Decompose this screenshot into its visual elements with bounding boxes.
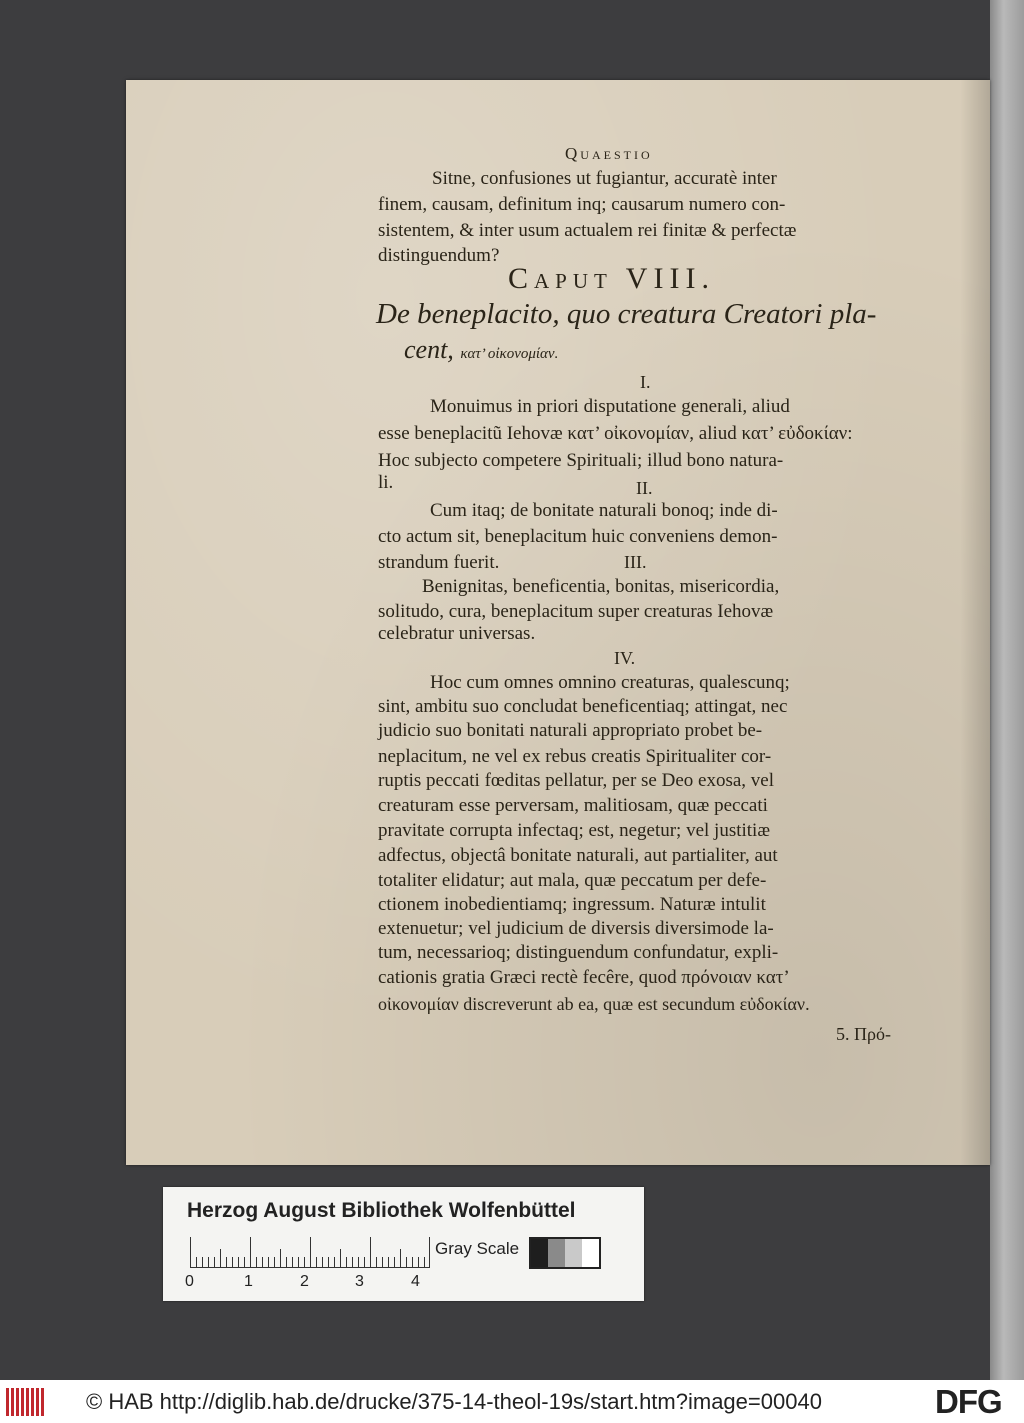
chapter-title: Caput VIII. xyxy=(508,262,715,295)
paragraph-line: adfectus, objectâ bonitate naturali, aut partialiter, aut xyxy=(378,845,778,866)
section-numeral: IV. xyxy=(614,648,636,668)
paragraph-line: judicio suo bonitati naturali appropriato probet be- xyxy=(378,720,763,741)
gray-swatch xyxy=(582,1239,599,1267)
paragraph-line: esse beneplacitũ Iehovæ κατ’ οἰκονομίαν, aliud κατ’ εὐδοκίαν: xyxy=(378,423,853,444)
paragraph-line: Monuimus in priori disputatione generali, aliud xyxy=(430,396,790,417)
question-line: distinguendum? xyxy=(378,245,500,266)
paragraph-line: cto actum sit, beneplacitum huic conveniens demon- xyxy=(378,526,778,547)
question-line: finem, causam, definitum inq; causarum numero con- xyxy=(378,194,786,215)
paragraph-line: sint, ambitu suo concludat beneficentiaq; attingat, nec xyxy=(378,696,788,717)
section-numeral: I. xyxy=(640,372,651,392)
question-line: sistentem, & inter usum actualem rei finitæ & perfectæ xyxy=(378,220,797,241)
paragraph-line: cationis gratia Græci rectè fecêre, quod πρόνοιαν κατ’ xyxy=(378,967,790,988)
heading-word: cent, xyxy=(404,335,454,364)
paragraph-line: extenuetur; vel judicium de diversis diversimode la- xyxy=(378,918,774,939)
paragraph-line: pravitate corrupta infectaq; est, negetur; vel justitiæ xyxy=(378,820,771,841)
dfg-logo: DFG xyxy=(935,1383,1002,1420)
paragraph-line: Hoc subjecto competere Spirituali; illud bono natura- xyxy=(378,450,784,471)
page-fold-shadow xyxy=(960,80,990,1165)
paragraph-line: li. xyxy=(378,472,394,493)
paragraph-line: celebratur universas. xyxy=(378,623,536,644)
paragraph-line: ctionem inobedientiamq; ingressum. Naturæ intulit xyxy=(378,894,766,915)
library-name: Herzog August Bibliothek Wolfenbüttel xyxy=(187,1199,576,1222)
next-page-edge xyxy=(990,0,1024,1380)
quaestio-label: Quaestio xyxy=(565,144,653,163)
paragraph-line: tum, necessarioq; distinguendum confundatur, expli- xyxy=(378,942,779,963)
chapter-heading-cont xyxy=(404,335,558,365)
color-reference-card xyxy=(163,1187,644,1301)
paragraph-line: solitudo, cura, beneplacitum super creaturas Iehovæ xyxy=(378,601,774,622)
catchword: 5. Πρό- xyxy=(836,1024,891,1044)
hab-logo-icon xyxy=(6,1388,50,1416)
gray-scale-swatch xyxy=(529,1237,601,1269)
ruler-number: 3 xyxy=(355,1273,364,1290)
paragraph-line: totaliter elidatur; aut mala, quæ peccatum per defe- xyxy=(378,870,767,891)
gray-swatch xyxy=(548,1239,565,1267)
paragraph-line: creaturam esse perversam, malitiosam, quæ peccati xyxy=(378,795,768,816)
gray-scale-label: Gray Scale xyxy=(435,1239,520,1258)
ruler-number: 0 xyxy=(185,1273,194,1290)
paragraph-line: Benignitas, beneficentia, bonitas, misericordia, xyxy=(422,576,780,597)
section-numeral: II. xyxy=(636,478,653,498)
gray-swatch xyxy=(531,1239,548,1267)
paragraph-line: Cum itaq; de bonitate naturali bonoq; inde di- xyxy=(430,500,778,521)
paragraph-line: neplacitum, ne vel ex rebus creatis Spiritualiter cor- xyxy=(378,746,772,767)
paragraph-line: ruptis peccati fœditas pellatur, per se Deo exosa, vel xyxy=(378,770,774,791)
chapter-heading: De beneplacito, quo creatura Creatori pla- xyxy=(376,298,877,330)
paragraph-line: strandum fuerit. xyxy=(378,552,500,573)
footer-bar xyxy=(0,1380,1024,1423)
paragraph-line: οἰκονομίαν discreverunt ab ea, quæ est secundum εὐδοκίαν. xyxy=(378,994,810,1014)
ruler-number: 4 xyxy=(411,1273,420,1290)
paragraph-line: Hoc cum omnes omnino creaturas, qualescunq; xyxy=(430,672,790,693)
ruler-number: 2 xyxy=(300,1273,309,1290)
gray-swatch xyxy=(565,1239,582,1267)
ruler-number: 1 xyxy=(244,1273,253,1290)
measurement-ruler xyxy=(190,1237,430,1268)
heading-greek: κατ’ οἰκονομίαν. xyxy=(460,346,559,362)
section-numeral: III. xyxy=(624,552,647,572)
copyright-url-link[interactable]: © HAB http://diglib.hab.de/drucke/375-14-theol-19s/start.htm?image=00040 xyxy=(86,1389,822,1414)
question-line: Sitne, confusiones ut fugiantur, accuratè inter xyxy=(432,168,777,189)
